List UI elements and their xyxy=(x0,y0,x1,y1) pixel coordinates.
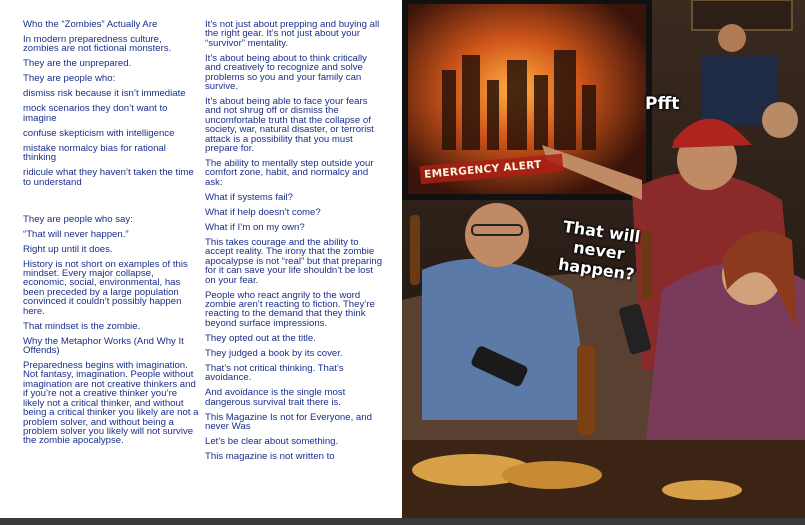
illustration xyxy=(402,0,805,525)
older-man-head xyxy=(762,102,798,138)
right-text-column xyxy=(205,20,383,467)
question: What if help doesn’t come? xyxy=(205,206,321,218)
paragraph: They are the unprepared. xyxy=(23,58,132,70)
chips-bag xyxy=(502,461,602,489)
list-item: mistake normalcy bias for rational thinking xyxy=(23,142,166,164)
speech-that-will-never-happen: That will never happen? xyxy=(557,216,642,285)
paragraph: They are people who say: xyxy=(23,213,133,225)
bottom-edge-bar xyxy=(0,518,805,525)
left-text-column xyxy=(23,20,199,451)
paragraph: People who react angrily to the word zombie aren’t reacting to fiction. They’re reacting to the demand that they think beyond surface impressions. xyxy=(205,289,375,329)
paragraph: They judged a book by its cover. xyxy=(205,347,343,359)
section-heading: Who the “Zombies” Actually Are xyxy=(23,19,158,30)
speech-pffft: Pfft xyxy=(645,94,680,114)
man-in-suit-head xyxy=(718,24,746,52)
quote: “That will never happen.” xyxy=(23,228,129,240)
paragraph: In modern preparedness culture, zombies are not fictional monsters. xyxy=(23,34,172,55)
emergency-alert-banner: EMERGENCY ALERT xyxy=(419,154,563,184)
paragraph: They opted out at the title. xyxy=(205,332,316,344)
list-item: dismiss risk because it isn’t immediate xyxy=(23,88,186,100)
question: What if systems fail? xyxy=(205,191,293,203)
paragraph: This magazine is not written to xyxy=(205,450,335,462)
paragraph: It’s about being about to think critically and creatively to recognize and solve problems so you and your family can survive. xyxy=(205,52,367,93)
beer-bottle-left xyxy=(410,215,420,285)
wall-picture-frame xyxy=(692,0,792,30)
list-item: confuse skepticism with intelligence xyxy=(23,127,175,139)
paragraph: And avoidance is the single most dangerous survival trait there is. xyxy=(205,387,346,408)
paragraph: This takes courage and the ability to accept reality. The irony that the zombie apocalypse is not “real” but that preparing for it can save your life shouldn’t be lost on your fear. xyxy=(205,236,383,286)
list-item: mock scenarios they don’t want to imagine xyxy=(23,103,168,124)
paragraph: It’s not just about prepping and buying all the right gear. It’s not just about your “survivor” mentality. xyxy=(205,19,380,49)
section-heading: Why the Metaphor Works (And Why It Offends) xyxy=(23,335,184,357)
paragraph: That’s not critical thinking. That’s avoidance. xyxy=(205,362,344,384)
paragraph: It’s about being able to face your fears and not shrug off or dismiss the uncomfortable truth that the collapse of society, war, natural disaster, or terrorist attack is a possibility that you must prepare for. xyxy=(205,96,374,155)
paragraph: Preparedness begins with imagination. Not fantasy, imagination. People without imagination are not creative thinkers and if you’re not a creative thinker you’re likely not a critical thinker, and without being a critical thinker you likely are not a problem solver, and without being a problem solver you likely will not survive the zombie apocalypse. xyxy=(23,360,199,447)
chips-pile-right xyxy=(662,480,742,500)
paragraph: History is not short on examples of this mindset. Every major collapse, economic, social, environmental, has been preceded by a large population convinced it couldn’t possibly happen here. xyxy=(23,258,188,317)
paragraph: Right up until it does. xyxy=(23,243,113,255)
city-skyline xyxy=(442,50,596,150)
paragraph: That mindset is the zombie. xyxy=(23,320,141,332)
paragraph: Let’s be clear about something. xyxy=(205,435,339,447)
beer-bottle-center xyxy=(577,345,595,435)
list-item: ridicule what they haven’t taken the time to understand xyxy=(23,167,194,188)
question: What if I’m on my own? xyxy=(205,221,305,233)
paragraph: The ability to mentally step outside your comfort zone, habit, and normalcy and ask: xyxy=(205,158,374,188)
paragraph: They are people who: xyxy=(23,73,116,85)
section-heading: This Magazine Is not for Everyone, and never Was xyxy=(205,411,372,432)
